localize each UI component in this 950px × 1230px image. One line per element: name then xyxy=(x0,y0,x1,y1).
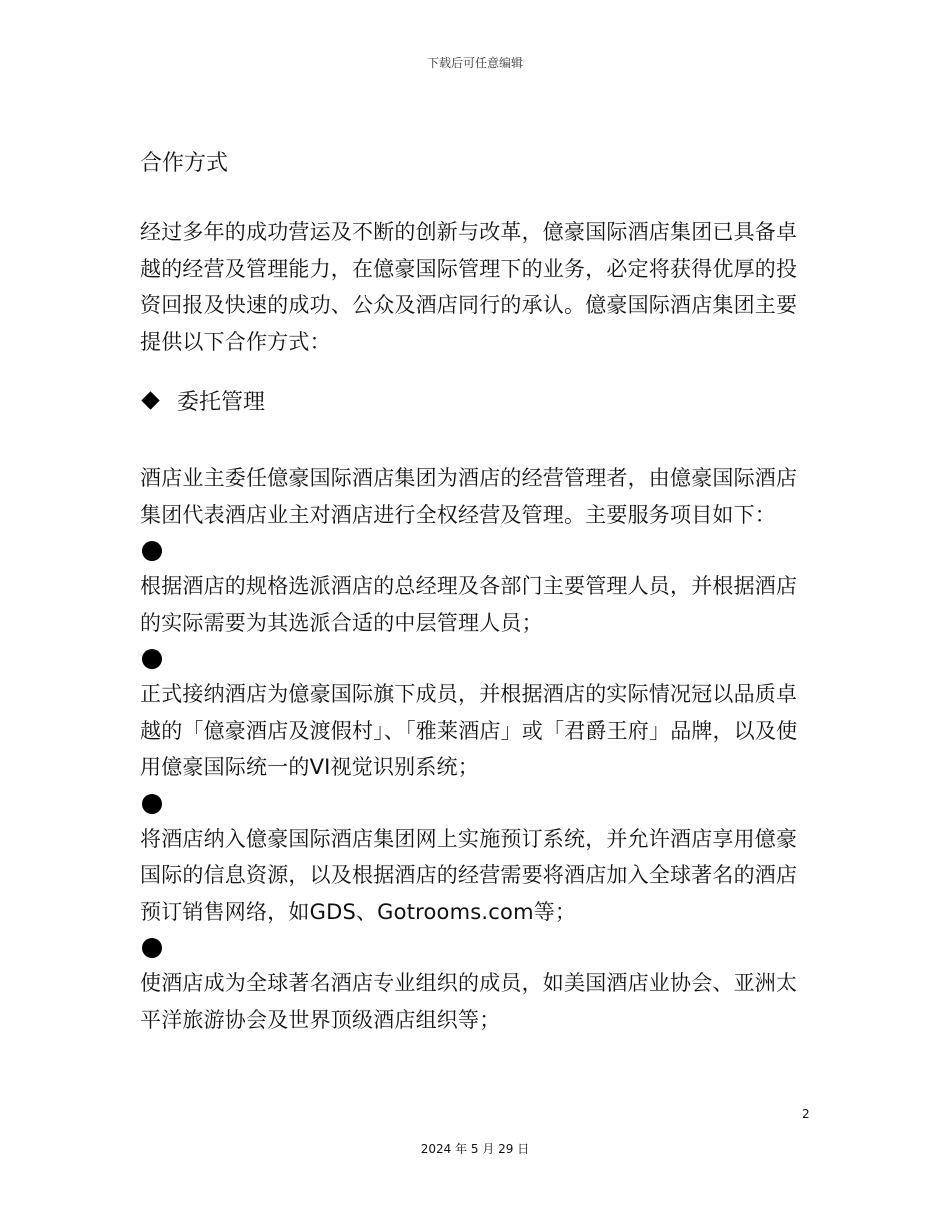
section-heading-entrusted-management xyxy=(140,385,265,416)
management-content xyxy=(140,460,810,1038)
page-footer-date: 2024 年 5 月 29 日 xyxy=(420,1142,530,1156)
page-number: 2 xyxy=(802,1107,810,1121)
bullet-dot-icon xyxy=(142,794,162,814)
section-title-cooperation: 合作方式 xyxy=(140,151,229,176)
list-item: 根据酒店的规格选派酒店的总经理及各部门主要管理人员，并根据酒店的实际需要为其选派合适的中层管理人员； xyxy=(140,574,798,635)
cooperation-paragraph: 经过多年的成功营运及不断的创新与改革，億豪国际酒店集团已具备卓越的经营及管理能力，在億豪国际管理下的业务，必定将获得优厚的投资回报及快速的成功、公众及酒店同行的承认。億豪国际酒店集团主要提供以下合作方式： xyxy=(140,220,798,354)
bullet-dot-icon xyxy=(142,541,162,561)
list-item: 正式接纳酒店为億豪国际旗下成员，并根据酒店的实际情况冠以品质卓越的「億豪酒店及渡假村」、「雅莱酒店」或「君爵王府」品牌，以及使用億豪国际统一的VI视觉识别系统； xyxy=(140,682,798,779)
bullet-dot-icon xyxy=(142,649,162,669)
management-intro: 酒店业主委任億豪国际酒店集团为酒店的经营管理者，由億豪国际酒店集团代表酒店业主对酒店进行全权经营及管理。主要服务项目如下： xyxy=(140,466,798,527)
page-header-note: 下载后可任意编辑 xyxy=(426,56,523,70)
bullet-dot-icon xyxy=(142,938,162,958)
diamond-bullet-icon xyxy=(141,391,159,409)
section-heading-text: 委托管理 xyxy=(177,390,266,415)
list-item: 将酒店纳入億豪国际酒店集团网上实施预订系统，并允许酒店享用億豪国际的信息资源，以及根据酒店的经营需要将酒店加入全球著名的酒店预订销售网络，如GDS、Gotrooms.com等； xyxy=(140,826,798,924)
list-item: 使酒店成为全球著名酒店专业组织的成员，如美国酒店业协会、亚洲太平洋旅游协会及世界顶级酒店组织等； xyxy=(140,971,798,1032)
